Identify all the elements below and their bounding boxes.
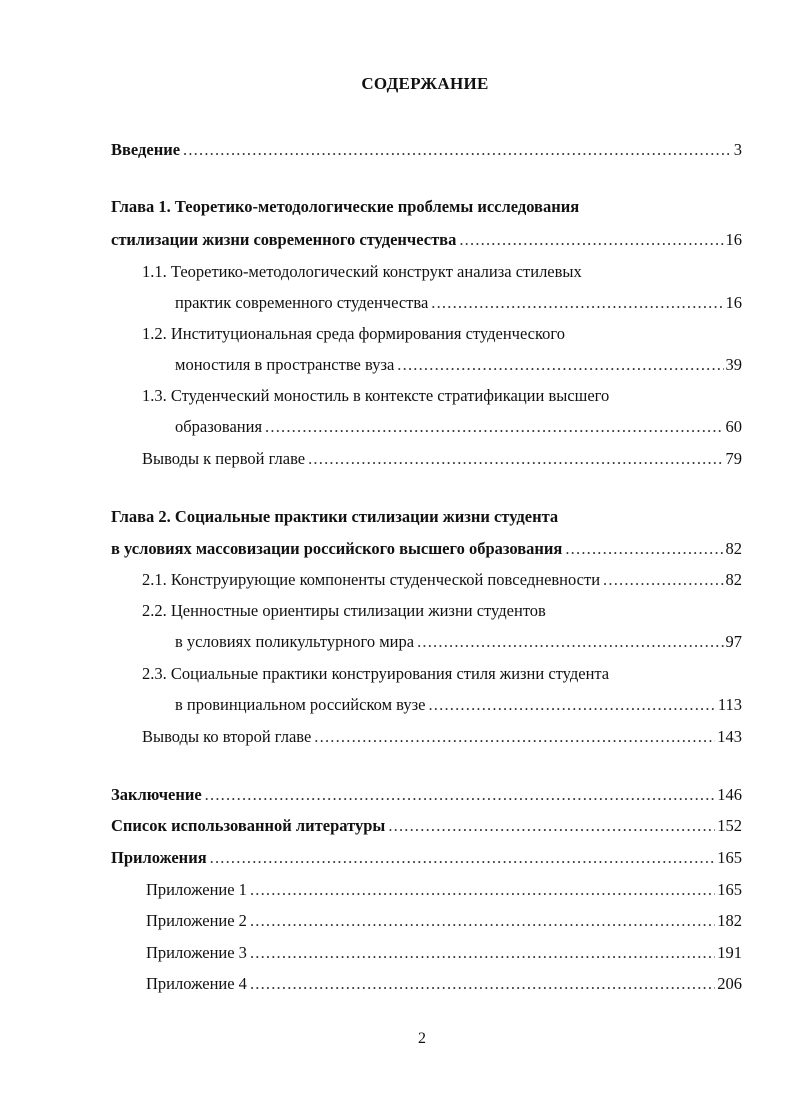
toc-leader bbox=[388, 816, 715, 836]
toc-label: Введение bbox=[111, 140, 181, 159]
toc-label: Социальные практики конструирования стиля жизни студента bbox=[170, 664, 610, 683]
toc-leader bbox=[250, 974, 715, 994]
toc-entry-section-1-2[interactable] bbox=[175, 355, 742, 379]
toc-section-1-1-line1 bbox=[142, 262, 582, 286]
toc-leader bbox=[265, 417, 723, 437]
toc-leader bbox=[308, 449, 723, 469]
toc-entry-section-1-3[interactable] bbox=[175, 417, 742, 441]
toc-label: в условиях массовизации российского высшего образования bbox=[111, 539, 563, 558]
toc-page: 39 bbox=[725, 355, 742, 374]
toc-section-number: 2.1. bbox=[142, 570, 167, 589]
toc-entry-section-2-2[interactable] bbox=[175, 632, 742, 656]
toc-label: Конструирующие компоненты студенческой повседневности bbox=[170, 570, 601, 589]
toc-label: Список использованной литературы bbox=[111, 816, 386, 835]
toc-entry-appendix-4[interactable] bbox=[146, 974, 742, 998]
toc-page: 206 bbox=[717, 974, 742, 993]
toc-label: Приложения bbox=[111, 848, 207, 867]
toc-page: 152 bbox=[717, 816, 742, 835]
toc-leader bbox=[210, 848, 716, 868]
toc-label: Приложение 2 bbox=[146, 911, 247, 930]
toc-label: Институциональная среда формирования студенческого bbox=[170, 324, 566, 343]
toc-section-number: 1.2. bbox=[142, 324, 167, 343]
toc-leader bbox=[250, 880, 715, 900]
toc-page: 165 bbox=[717, 848, 742, 867]
toc-entry-appendices[interactable] bbox=[111, 848, 742, 872]
toc-page: 182 bbox=[717, 911, 742, 930]
toc-label: Приложение 3 bbox=[146, 943, 247, 962]
toc-section-number: 1.3. bbox=[142, 386, 167, 405]
toc-page: 97 bbox=[725, 632, 742, 651]
toc-entry-chapter1-conclusions[interactable] bbox=[142, 449, 742, 473]
toc-page: 16 bbox=[725, 293, 742, 312]
toc-label: Студенческий моностиль в контексте стратификации высшего bbox=[170, 386, 610, 405]
toc-page: 60 bbox=[725, 417, 742, 436]
toc-section-number: 2.2. bbox=[142, 601, 167, 620]
toc-leader bbox=[205, 785, 716, 805]
toc-label: образования bbox=[175, 417, 263, 436]
toc-leader bbox=[459, 230, 723, 250]
toc-label: стилизации жизни современного студенчества bbox=[111, 230, 457, 249]
toc-entry-references[interactable] bbox=[111, 816, 742, 840]
toc-section-number: 2.3. bbox=[142, 664, 167, 683]
toc-label: в условиях поликультурного мира bbox=[175, 632, 415, 651]
toc-section-number: 1.1. bbox=[142, 262, 167, 281]
toc-leader bbox=[431, 293, 723, 313]
toc-page: 16 bbox=[725, 230, 742, 249]
toc-entry-section-2-3[interactable] bbox=[175, 695, 742, 719]
toc-page: 191 bbox=[717, 943, 742, 962]
toc-leader bbox=[250, 943, 715, 963]
toc-label: Приложение 4 bbox=[146, 974, 247, 993]
toc-page: 79 bbox=[725, 449, 742, 468]
toc-page: 82 bbox=[725, 539, 742, 558]
toc-entry-appendix-2[interactable] bbox=[146, 911, 742, 935]
toc-entry-intro[interactable] bbox=[111, 140, 742, 164]
toc-leader bbox=[183, 140, 732, 160]
toc-leader bbox=[250, 911, 715, 931]
toc-section-2-3-line1 bbox=[142, 664, 609, 688]
toc-section-2-2-line1 bbox=[142, 601, 546, 625]
toc-leader bbox=[417, 632, 723, 652]
toc-label: Заключение bbox=[111, 785, 202, 804]
toc-label: Выводы к первой главе bbox=[142, 449, 306, 468]
toc-leader bbox=[314, 727, 715, 747]
toc-entry-chapter2[interactable] bbox=[111, 539, 742, 563]
toc-page: 113 bbox=[717, 695, 742, 714]
toc-label: в провинциальном российском вузе bbox=[175, 695, 426, 714]
toc-entry-section-2-1[interactable] bbox=[142, 570, 742, 594]
toc-entry-appendix-3[interactable] bbox=[146, 943, 742, 967]
toc-page: 82 bbox=[725, 570, 742, 589]
toc-entry-appendix-1[interactable] bbox=[146, 880, 742, 904]
toc-label: Ценностные ориентиры стилизации жизни студентов bbox=[170, 601, 546, 620]
toc-entry-chapter1[interactable] bbox=[111, 230, 742, 254]
toc-page: 143 bbox=[717, 727, 742, 746]
toc-label: практик современного студенчества bbox=[175, 293, 429, 312]
toc-section-1-3-line1 bbox=[142, 386, 609, 410]
toc-label: Выводы ко второй главе bbox=[142, 727, 312, 746]
toc-leader bbox=[565, 539, 723, 559]
page-title: СОДЕРЖАНИЕ bbox=[361, 74, 489, 93]
toc-label-wrap bbox=[142, 570, 600, 590]
page-number: 2 bbox=[418, 1030, 426, 1047]
toc-leader bbox=[428, 695, 715, 715]
toc-page: 3 bbox=[733, 140, 742, 159]
toc-entry-section-1-1[interactable] bbox=[175, 293, 742, 317]
toc-entry-conclusion[interactable] bbox=[111, 785, 742, 809]
toc-leader bbox=[397, 355, 723, 375]
toc-page: 165 bbox=[717, 880, 742, 899]
toc-label: моностиля в пространстве вуза bbox=[175, 355, 395, 374]
toc-section-1-2-line1 bbox=[142, 324, 565, 348]
toc-page: 146 bbox=[717, 785, 742, 804]
toc-chapter1-title-line1: Глава 1. Теоретико-методологические проблемы исследования bbox=[111, 197, 580, 216]
toc-leader bbox=[603, 570, 723, 590]
toc-label: Приложение 1 bbox=[146, 880, 247, 899]
toc-chapter2-title-line1: Глава 2. Социальные практики стилизации жизни студента bbox=[111, 507, 559, 526]
toc-entry-chapter2-conclusions[interactable] bbox=[142, 727, 742, 751]
toc-label: Теоретико-методологический конструкт анализа стилевых bbox=[170, 262, 582, 281]
